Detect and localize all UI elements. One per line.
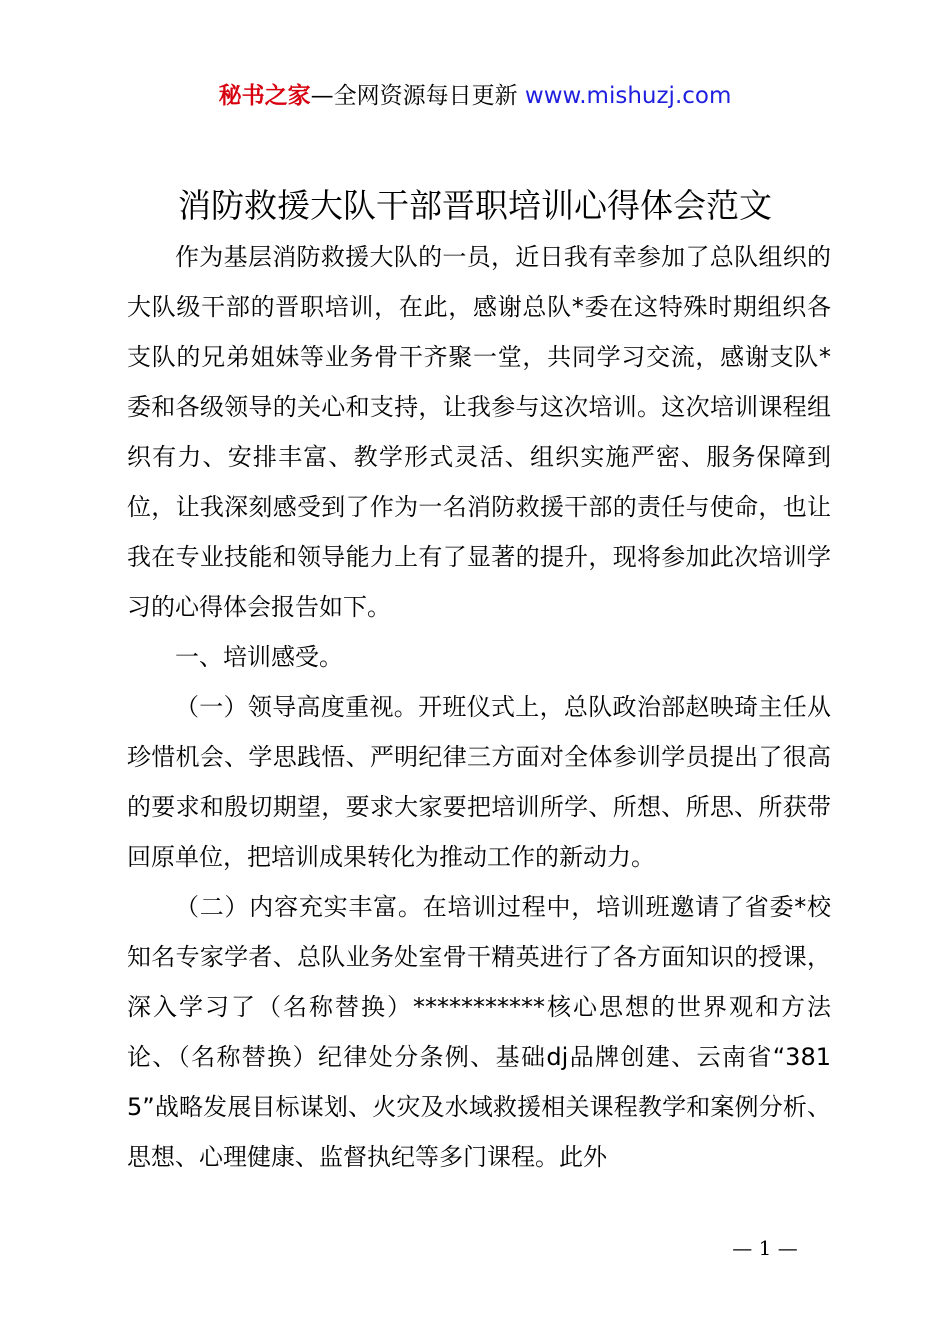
header-tagline: —全网资源每日更新 xyxy=(310,83,525,109)
document-title: 消防救援大队干部晋职培训心得体会范文 xyxy=(178,186,772,225)
page-header xyxy=(0,80,950,112)
brand-name: 秘书之家 xyxy=(218,83,311,109)
site-url-link[interactable]: www.mishuzj.com xyxy=(524,83,732,109)
page-number: — 1 — xyxy=(732,1236,798,1260)
paragraph-leadership: （一）领导高度重视。开班仪式上，总队政治部赵映琦主任从珍惜机会、学思践悟、严明纪律三方面对全体参训学员提出了很高的要求和殷切期望，要求大家要把培训所学、所想、所思、所获带回原单位，把培训成果转化为推动工作的新动力。 xyxy=(127,693,831,871)
section-heading-training-impressions: 一、培训感受。 xyxy=(175,643,343,671)
document-body xyxy=(127,232,831,1182)
paragraph-intro: 作为基层消防救援大队的一员，近日我有幸参加了总队组织的大队级干部的晋职培训，在此，感谢总队*委在这特殊时期组织各支队的兄弟姐妹等业务骨干齐聚一堂，共同学习交流，感谢支队*委和各级领导的关心和支持，让我参与这次培训。这次培训课程组织有力、安排丰富、教学形式灵活、组织实施严密、服务保障到位，让我深刻感受到了作为一名消防救援干部的责任与使命，也让我在专业技能和领导能力上有了显著的提升，现将参加此次培训学习的心得体会报告如下。 xyxy=(127,243,831,621)
paragraph-content: （二）内容充实丰富。在培训过程中，培训班邀请了省委*校知名专家学者、总队业务处室骨干精英进行了各方面知识的授课，深入学习了（名称替换）***********核心思想的世界观和方法论、（名称替换）纪律处分条例、基础dj品牌创建、云南省“3815”战略发展目标谋划、火灾及水域救援相关课程教学和案例分析、思想、心理健康、监督执纪等多门课程。此外 xyxy=(127,893,831,1171)
